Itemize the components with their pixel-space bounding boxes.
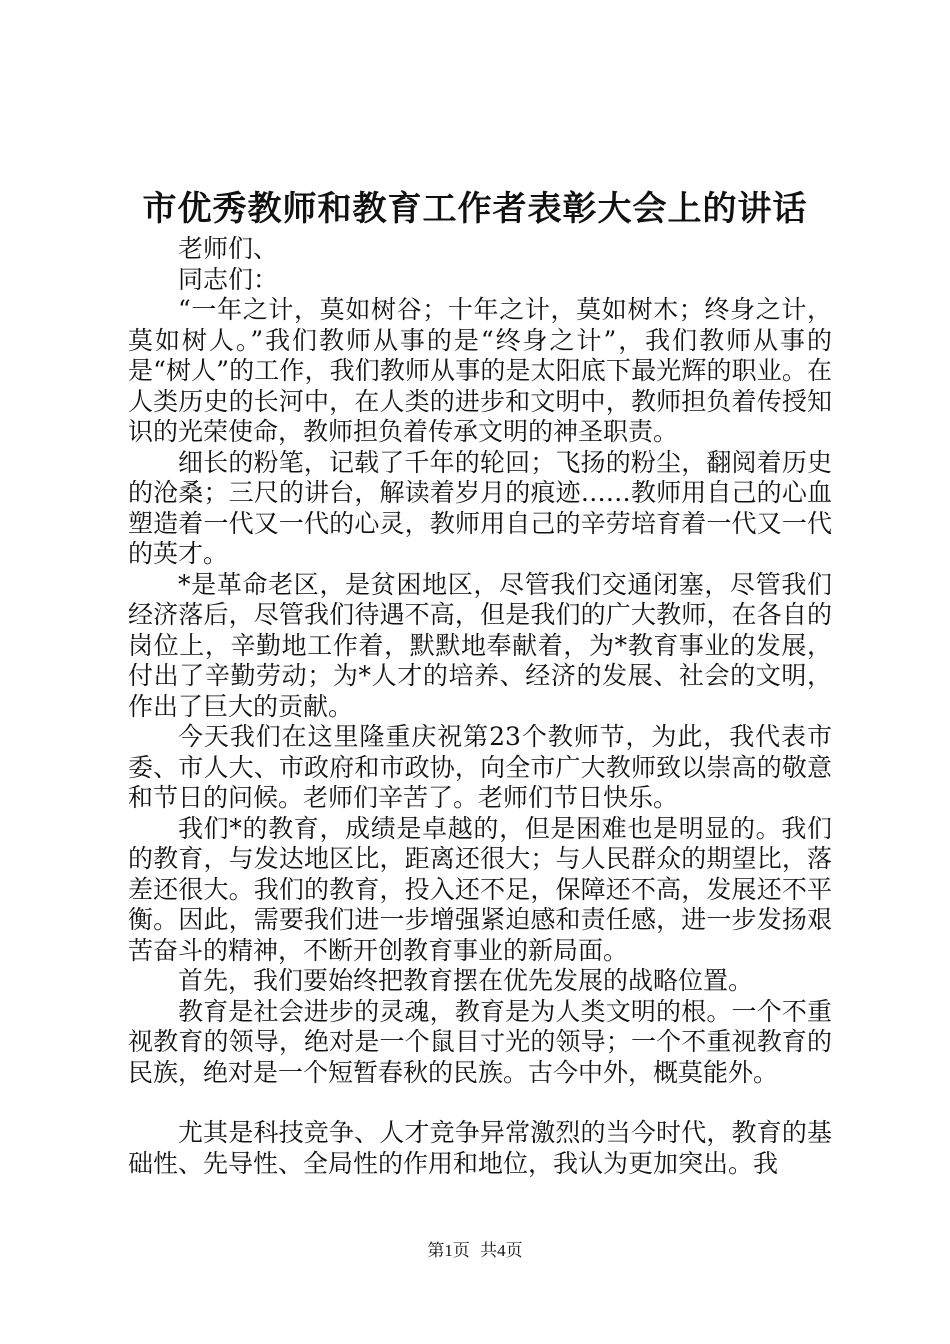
salutation-teachers: 老师们、 — [178, 234, 279, 263]
document-title: 市优秀教师和教育工作者表彰大会上的讲话 — [142, 189, 808, 229]
paragraph: 细长的粉笔，记载了千年的轮回；飞扬的粉尘，翻阅着历史的沧桑；三尺的讲台，解读着岁月的痕迹……教师用自己的心血塑造着一代又一代的心灵，教师用自己的辛劳培育着一代又一代的英才。 — [128, 447, 832, 568]
page-number: 第1页 — [427, 1241, 470, 1260]
paragraph: “一年之计，莫如树谷；十年之计，莫如树木；终身之计，莫如树人。”我们教师从事的是“终身之计”，我们教师从事的是“树人”的工作，我们教师从事的是太阳底下最光辉的职业。在人类历史的长河中，在人类的进步和文明中，教师担负着传授知识的光荣使命，教师担负着传承文明的神圣职责。 — [128, 295, 832, 446]
paragraph: 教育是社会进步的灵魂，教育是为人类文明的根。一个不重视教育的领导，绝对是一个鼠目寸光的领导；一个不重视教育的民族，绝对是一个短暂春秋的民族。古今中外，概莫能外。 — [128, 996, 832, 1087]
paragraph: 今天我们在这里隆重庆祝第23个教师节，为此，我代表市委、市人大、市政府和市政协，向全市广大教师致以崇高的敬意和节日的问候。老师们辛苦了。老师们节日快乐。 — [128, 722, 832, 812]
section-heading: 首先，我们要始终把教育摆在优先发展的战略位置。 — [178, 966, 754, 995]
paragraph: 我们*的教育，成绩是卓越的，但是困难也是明显的。我们的教育，与发达地区比，距离还很大；与人民群众的期望比，落差还很大。我们的教育，投入还不足，保障还不高，发展还不平衡。因此，需要我们进一步增强紧迫感和责任感，进一步发扬艰苦奋斗的精神，不断开创教育事业的新局面。 — [128, 813, 832, 965]
page-total: 共4页 — [480, 1241, 523, 1260]
paragraph: *是革命老区，是贫困地区，尽管我们交通闭塞，尽管我们经济落后，尽管我们待遇不高，但是我们的广大教师，在各自的岗位上，辛勤地工作着，默默地奉献着，为*教育事业的发展，付出了辛勤劳动；为*人才的培养、经济的发展、社会的文明，作出了巨大的贡献。 — [128, 569, 832, 721]
document-body — [128, 234, 832, 1179]
salutation-comrades: 同志们： — [178, 264, 279, 294]
page-footer — [0, 1240, 950, 1262]
paragraph: 尤其是科技竞争、人才竞争异常激烈的当今时代，教育的基础性、先导性、全局性的作用和地位，我认为更加突出。我 — [128, 1118, 832, 1178]
